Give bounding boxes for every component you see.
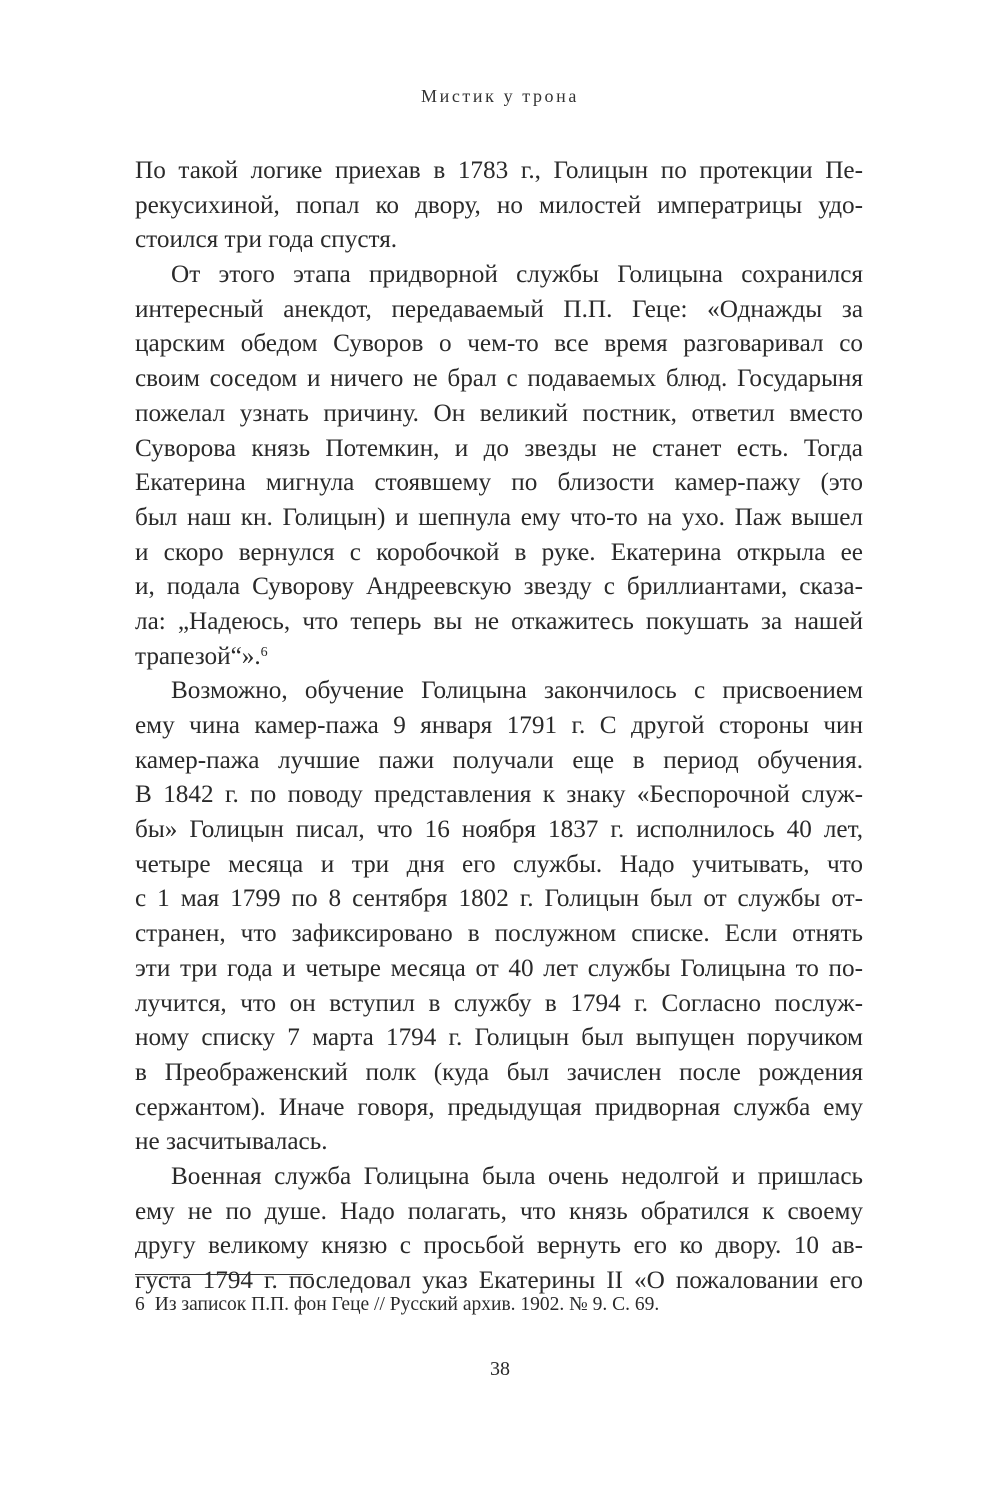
line-text: В 1842 г. по поводу представления к знаку «Беспорочной служ- [135, 781, 863, 809]
line-text: с 1 мая 1799 по 8 сентября 1802 г. Голицын был от службы от- [135, 885, 863, 913]
text-line [135, 917, 863, 952]
footnote-divider [135, 1274, 313, 1275]
line-text: От этого этапа придворной службы Голицына сохранился [171, 261, 863, 289]
text-line [135, 432, 863, 467]
running-header: Мистик у трона [421, 86, 579, 106]
line-text: трапезой“». [135, 642, 261, 670]
text-line [135, 882, 863, 917]
line-text: другу великому князю с просьбой вернуть его ко двору. 10 ав- [135, 1232, 863, 1260]
line-text: в Преображенский полк (куда был зачислен после рождения [135, 1058, 863, 1086]
line-text: интересный анекдот, передаваемый П.П. Геце: «Однажды за [135, 295, 863, 323]
text-line [135, 813, 863, 848]
body-text [135, 154, 863, 1299]
paragraph [135, 1160, 863, 1299]
text-line [135, 1160, 863, 1195]
text-line [135, 952, 863, 987]
line-text: По такой логике приехав в 1783 г., Голицын по протекции Пе- [135, 157, 863, 184]
text-line [135, 362, 863, 397]
line-text: ла: „Надеюсь, что теперь вы не откажитесь покушать за нашей [135, 607, 863, 635]
line-text: Екатерина мигнула стоявшему по близости камер-пажу (это [135, 469, 863, 497]
text-line [135, 605, 863, 640]
line-text: Суворова князь Потемкин, и до звезды не станет есть. Тогда [135, 434, 863, 462]
line-text: и, подала Суворову Андреевскую звезду с бриллиантами, сказа- [135, 573, 863, 601]
text-line [135, 1021, 863, 1056]
line-text: густа 1794 г. последовал указ Екатерины II «О пожаловании его [135, 1267, 863, 1294]
line-text: лучится, что он вступил в службу в 1794 г. Согласно послуж- [135, 989, 863, 1017]
text-line [135, 293, 863, 328]
text-line [135, 397, 863, 432]
page-number: 38 [490, 1358, 510, 1380]
line-text: сержантом). Иначе говоря, предыдущая придворная служба ему [135, 1093, 863, 1121]
text-line [135, 1056, 863, 1091]
text-line [135, 709, 863, 744]
text-line [135, 258, 863, 293]
text-line [135, 466, 863, 501]
line-text: ному списку 7 марта 1794 г. Голицын был выпущен поручиком [135, 1024, 863, 1052]
paragraph [135, 258, 863, 674]
line-text: Возможно, обучение Голицына закончилось с присвоением [171, 677, 863, 705]
paragraph [135, 154, 863, 258]
line-text: ему не по душе. Надо полагать, что князь обратился к своему [135, 1197, 863, 1225]
text-line [135, 848, 863, 883]
text-line [135, 501, 863, 536]
footnote-text: Из записок П.П. фон Геце // Русский архив. 1902. № 9. С. 69. [154, 1294, 660, 1315]
text-line [135, 744, 863, 779]
line-text: пожелал узнать причину. Он великий постник, ответил вместо [135, 399, 863, 427]
line-text: странен, что зафиксировано в послужном списке. Если отнять [135, 920, 863, 948]
paragraph [135, 674, 863, 1160]
line-text: царским обедом Суворов о чем-то все время разговаривал со [135, 330, 863, 358]
text-line [135, 536, 863, 571]
text-line [135, 1229, 863, 1264]
text-line [135, 570, 863, 605]
text-line [135, 1091, 863, 1126]
text-line [135, 327, 863, 362]
text-line [135, 987, 863, 1022]
footnote [135, 1294, 659, 1316]
line-text: четыре месяца и три дня его службы. Надо учитывать, что [135, 850, 863, 878]
text-line [135, 778, 863, 813]
line-text: камер-пажа лучшие пажи получали еще в период обучения. [135, 746, 863, 774]
line-text: стоился три года спустя. [135, 226, 398, 254]
text-line [135, 1125, 863, 1160]
line-text: эти три года и четыре месяца от 40 лет службы Голицына то по- [135, 954, 863, 982]
line-text: ему чина камер-пажа 9 января 1791 г. С другой стороны чин [135, 712, 863, 739]
text-line [135, 189, 863, 224]
line-text: был наш кн. Голицын) и шепнула ему что-то на ухо. Паж вышел [135, 503, 863, 531]
line-text: бы» Голицын писал, что 16 ноября 1837 г. исполнилось 40 лет, [135, 816, 863, 844]
text-line [135, 154, 863, 189]
line-text: и скоро вернулся с коробочкой в руке. Екатерина открыла ее [135, 538, 863, 566]
text-line [135, 1195, 863, 1230]
line-text: Военная служба Голицына была очень недолгой и пришлась [171, 1162, 863, 1190]
line-text: рекусихиной, попал ко двору, но милостей императрицы удо- [135, 191, 863, 219]
text-line [135, 674, 863, 709]
footnote-number: 6 [135, 1294, 145, 1315]
text-line [135, 223, 863, 258]
footnote-reference[interactable]: 6 [260, 644, 268, 660]
text-line [135, 640, 863, 675]
line-text: своим соседом и ничего не брал с подаваемых блюд. Государыня [135, 365, 863, 393]
line-text: не засчитывалась. [135, 1128, 328, 1156]
